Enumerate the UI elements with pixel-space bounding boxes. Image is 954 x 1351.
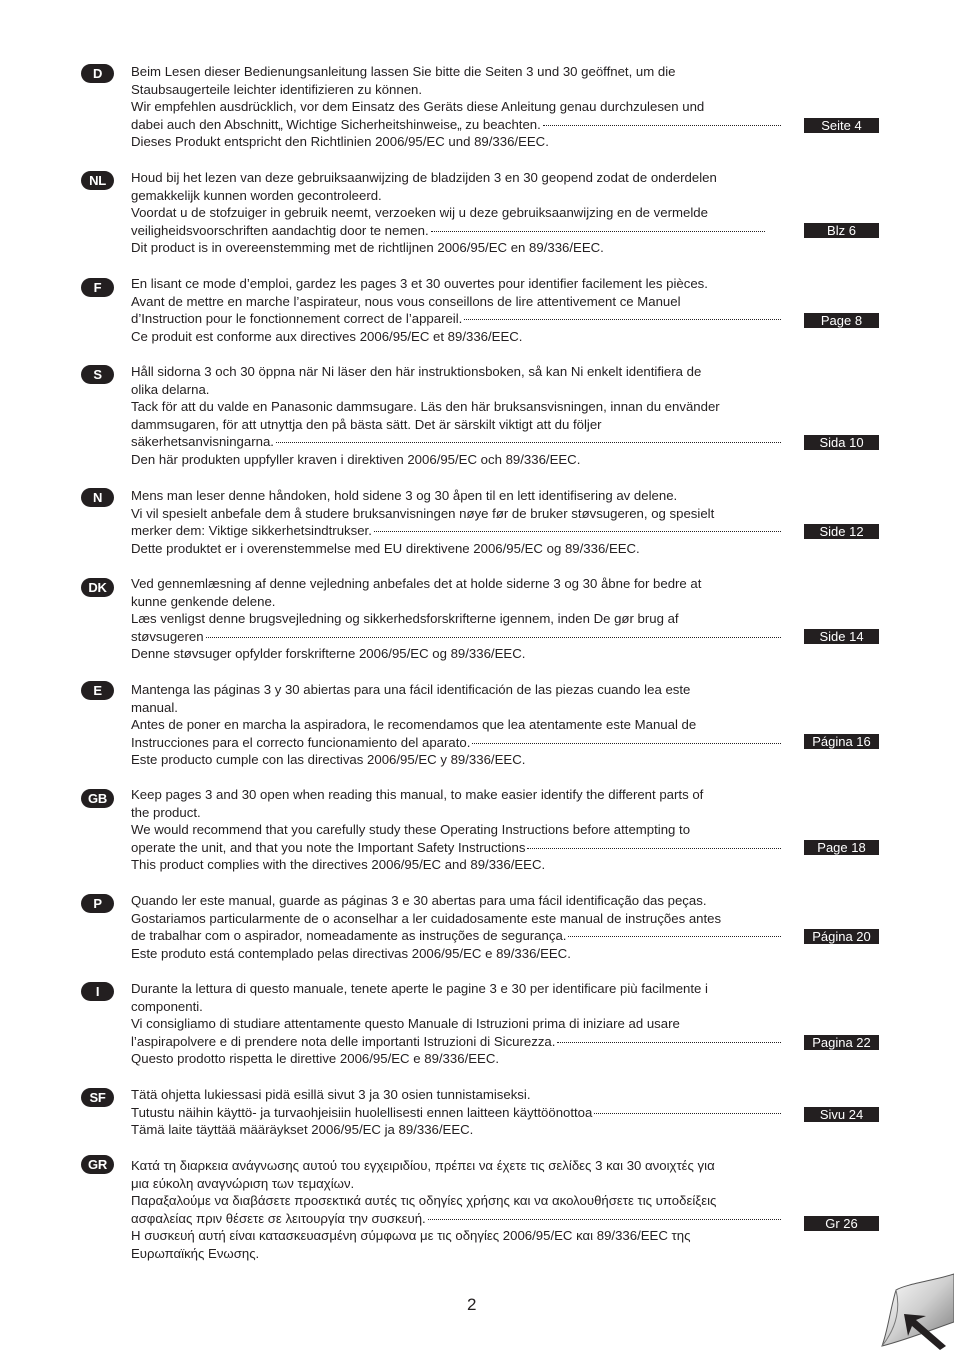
text-line: gemakkelijk kunnen worden gecontroleerd. [131, 187, 382, 203]
text-line: En lisant ce mode d’emploi, gardez les pages 3 et 30 ouvertes pour identifier facilement les pièces. [131, 276, 708, 291]
page-reference-tag: Gr 26 [804, 1216, 879, 1231]
text-line: Læs venligst denne brugsvejledning og sikkerhedsforskrifterne igennem, inden De gør brug af [131, 611, 679, 627]
text-line: We would recommend that you carefully study these Operating Instructions before attempting to [131, 822, 691, 838]
section-text [131, 363, 781, 469]
text-line: Κατά τη διαρκεια ανάγνωσης αυτού του εγχειριδίου, πρέπει να έχετε τις σελίδες 3 και 30 ανοιχτές για [131, 1158, 715, 1173]
dot-leader [374, 531, 781, 532]
language-badge: GR [81, 1155, 114, 1174]
language-badge: GB [81, 789, 114, 808]
dot-leader [276, 442, 781, 443]
section-text [131, 275, 781, 345]
text-line-with-leader: merker dem: Viktige sikkerhetsindtrukser. [131, 522, 781, 540]
section-text [131, 575, 781, 663]
text-line: Antes de poner en marcha la aspiradora, le recomendamos que lea atentamente este Manual de [131, 717, 697, 733]
text-line: Avant de mettre en marche l’aspirateur, nous vous conseillons de lire attentivement ce Manuel [131, 293, 681, 309]
text-line-with-leader: ασφαλείας πριν θέσετε σε λειτουργία την συσκευή. [131, 1210, 781, 1228]
page-reference-tag: Página 16 [804, 734, 879, 749]
text-line: Tätä ohjetta lukiessasi pidä esillä sivut 3 ja 30 osien tunnistamiseksi. [131, 1087, 531, 1102]
text-line: Mantenga las páginas 3 y 30 abiertas para una fácil identificación de las piezas cuando lea este [131, 682, 691, 697]
section-text [131, 487, 781, 557]
page-reference-tag: Pagina 22 [804, 1035, 879, 1050]
text-line: Tack för att du valde en Panasonic dammsugare. Läs den här bruksansvisningen, innan du envänder [131, 399, 720, 415]
dot-leader [543, 125, 781, 126]
language-badge: N [81, 488, 114, 507]
dot-leader [206, 637, 781, 638]
dot-leader [428, 1219, 781, 1220]
language-badge: SF [81, 1088, 114, 1107]
text-line: Ευρωπαϊκής Ενωσης. [131, 1245, 260, 1261]
text-line-with-leader: l’aspirapolvere e di prendere nota delle importanti Istruzioni di Sicurezza. [131, 1033, 781, 1051]
text-line-with-leader: operate the unit, and that you note the Important Safety Instructions [131, 839, 781, 857]
section-text [131, 980, 781, 1068]
page-reference-tag: Seite 4 [804, 118, 879, 133]
language-badge: S [81, 365, 114, 384]
text-line: Este produto está contemplado pelas directivas 2006/95/EC e 89/336/EEC. [131, 945, 571, 961]
dot-leader [594, 1113, 781, 1114]
page-reference-tag: Side 14 [804, 629, 879, 644]
text-line: Den här produkten uppfyller kraven i direktiven 2006/95/EC och 89/336/EEC. [131, 451, 581, 467]
page-reference-tag: Page 18 [804, 840, 879, 855]
text-line-with-leader: dabei auch den Abschnitt„ Wichtige Sicherheitshinweise„ zu beachten. [131, 116, 781, 134]
language-badge: E [81, 681, 114, 700]
section-text [131, 892, 781, 962]
text-line: Tämä laite täyttää määräykset 2006/95/EC ja 89/336/EEC. [131, 1122, 474, 1138]
text-line-with-leader: de trabalhar com o aspirador, nomeadamente as instruções de segurança. [131, 927, 781, 945]
text-line: Keep pages 3 and 30 open when reading this manual, to make easier identify the different parts of [131, 787, 704, 802]
dot-leader [431, 231, 765, 232]
text-line: Este producto cumple con las directivas 2006/95/EC y 89/336/EEC. [131, 752, 526, 768]
text-line: the product. [131, 804, 201, 820]
text-line: olika delarna. [131, 381, 210, 397]
page-reference-tag: Page 8 [804, 313, 879, 328]
text-line: μια εύκολη αναγνώριση των τεμαχίων. [131, 1175, 355, 1191]
text-line-with-leader: d’Instruction pour le fonctionnement correct de l’appareil. [131, 310, 781, 328]
dot-leader [557, 1042, 781, 1043]
dot-leader [568, 936, 781, 937]
language-badge: NL [81, 171, 114, 190]
dot-leader [464, 319, 781, 320]
text-line: This product complies with the directives 2006/95/EC and 89/336/EEC. [131, 857, 546, 873]
dot-leader [527, 848, 781, 849]
text-line: Ce produit est conforme aux directives 2006/95/EC et 89/336/EEC. [131, 328, 523, 344]
language-badge: D [81, 64, 114, 83]
text-line: Η συσκευή αυτή είναι κατασκευασμένη σύμφωνα με τις οδηγίες 2006/95/EC και 89/336/EEC της [131, 1228, 691, 1244]
text-line-with-leader: støvsugeren [131, 628, 781, 646]
text-line: Mens man leser denne håndoken, hold sidene 3 og 30 åpen til en lett identifisering av delene. [131, 488, 678, 503]
text-line-with-leader: säkerhetsanvisningarna. [131, 433, 781, 451]
text-line: Dit product is in overeenstemming met de richtlijnen 2006/95/EC en 89/336/EEC. [131, 240, 604, 256]
text-line: Houd bij het lezen van deze gebruiksaanwijzing de bladzijden 3 en 30 geopend zodat de onderdelen [131, 170, 717, 185]
text-line: Vi vil spesielt anbefale dem å studere bruksanvisningen nøye før de bruker støvsugeren, og spesielt [131, 505, 715, 521]
section-text [131, 1086, 781, 1139]
text-line-with-leader: veiligheidsvoorschriften aandachtig door te nemen. [131, 222, 781, 240]
text-line: Håll sidorna 3 och 30 öppna när Ni läser den här instruktionsboken, så kan Ni enkelt identifiera de [131, 364, 702, 379]
text-line: Vi consigliamo di studiare attentamente questo Manuale di Istruzioni prima di iniziare ad usare [131, 1016, 680, 1032]
page-reference-tag: Blz 6 [804, 223, 879, 238]
page-reference-tag: Sivu 24 [804, 1107, 879, 1122]
text-line: Wir empfehlen ausdrücklich, vor dem Einsatz des Geräts diese Anleitung genau durchzulesen und [131, 99, 705, 115]
text-line: Voordat u de stofzuiger in gebruik neemt, verzoeken wij u deze gebruiksaanwijzing en de vermelde [131, 205, 708, 221]
text-line: Beim Lesen dieser Bedienungsanleitung lassen Sie bitte die Seiten 3 und 30 geöffnet, um die [131, 64, 676, 79]
language-badge: F [81, 278, 114, 297]
section-text [131, 681, 781, 769]
text-line: Dieses Produkt entspricht den Richtlinien 2006/95/EC und 89/336/EEC. [131, 134, 549, 150]
language-badge: DK [81, 578, 114, 597]
section-text [131, 63, 781, 151]
dot-leader [472, 743, 781, 744]
section-text [131, 1157, 781, 1263]
text-line: Staubsaugerteile leichter identifizieren zu können. [131, 81, 423, 97]
page-reference-tag: Side 12 [804, 524, 879, 539]
text-line: Questo prodotto rispetta le direttive 2006/95/EC e 89/336/EEC. [131, 1051, 500, 1067]
text-line-with-leader: Tutustu näihin käyttö- ja turvaohjeisiin huolellisesti ennen laitteen käyttöönottoa [131, 1104, 781, 1122]
text-line: dammsugaren, för att utnyttja den på bästa sätt. Det är särskilt viktigt att du följer [131, 416, 602, 432]
text-line: kunne genkende delene. [131, 593, 276, 609]
page-curl-arrow-icon[interactable] [876, 1270, 954, 1351]
section-text [131, 169, 781, 257]
language-badge: P [81, 894, 114, 913]
text-line: Παραξαλούμε να διαβάσετε προσεκτικά αυτές τις οδηγίες χρήσης και να ακολουθήσετε τις υποδείξεις [131, 1193, 717, 1209]
language-badge: I [81, 982, 114, 1001]
page-reference-tag: Página 20 [804, 929, 879, 944]
text-line: componenti. [131, 998, 203, 1014]
section-text [131, 786, 781, 874]
page-reference-tag: Sida 10 [804, 435, 879, 450]
text-line: Dette produktet er i overenstemmelse med EU direktivene 2006/95/EC og 89/336/EEC. [131, 540, 640, 556]
text-line-with-leader: Instrucciones para el correcto funcionamiento del aparato. [131, 734, 781, 752]
text-line: Denne støvsuger opfylder forskrifterne 2006/95/EC og 89/336/EEC. [131, 646, 526, 662]
text-line: Durante la lettura di questo manuale, tenete aperte le pagine 3 e 30 per identificare più facilmente i [131, 981, 708, 996]
text-line: Quando ler este manual, guarde as páginas 3 e 30 abertas para uma fácil identificação das peças. [131, 893, 707, 908]
text-line: Ved gennemlæsning af denne vejledning anbefales det at holde siderne 3 og 30 åbne for bedre at [131, 576, 702, 591]
page-number: 2 [467, 1295, 477, 1314]
text-line: Gostariamos particularmente de o aconselhar a ler cuidadosamente este manual de instruções antes [131, 910, 722, 926]
text-line: manual. [131, 699, 178, 715]
